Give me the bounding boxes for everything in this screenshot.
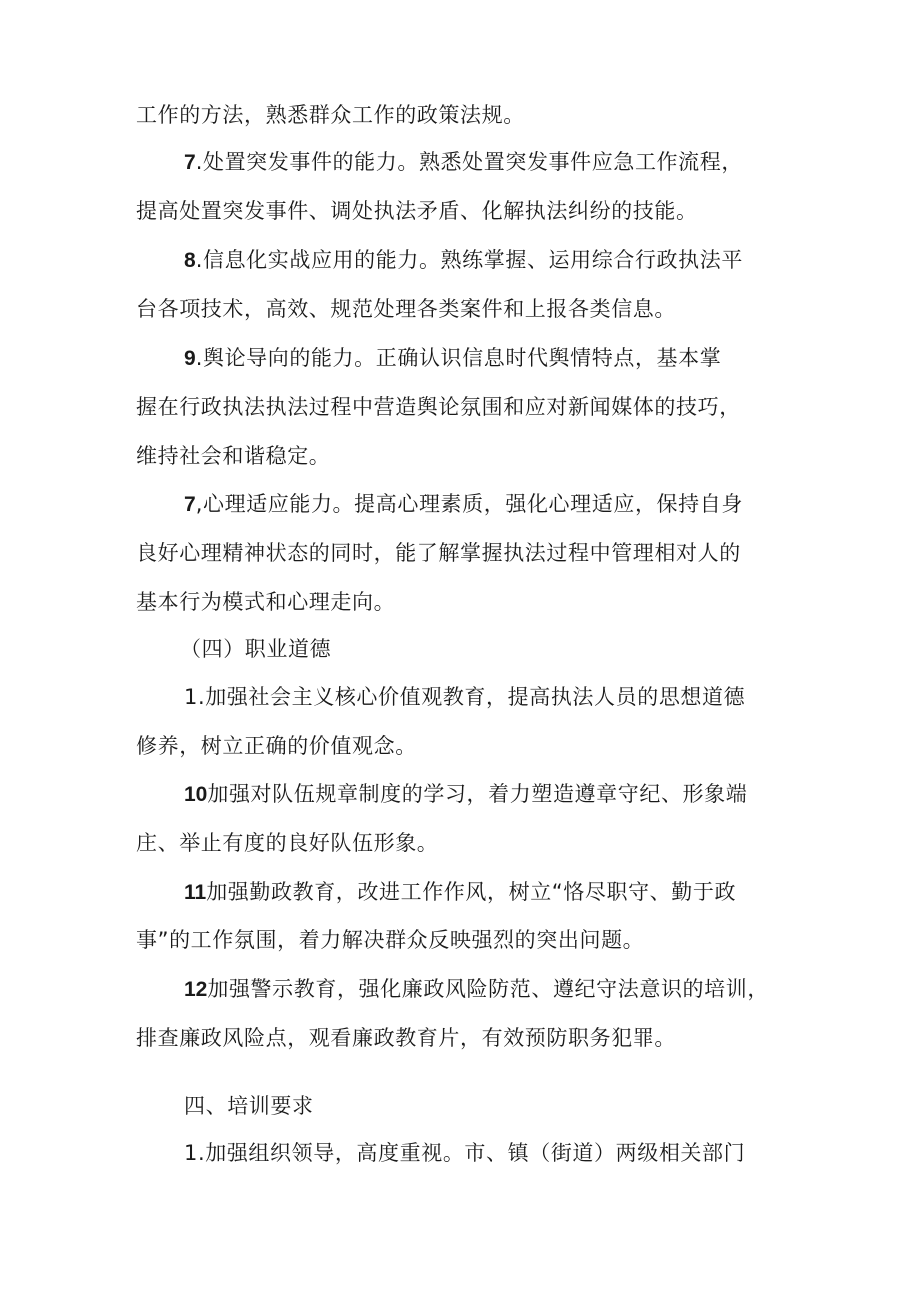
- text-line: 9.舆论导向的能力。正确认识信息时代舆情特点，基本掌: [184, 346, 722, 370]
- text-line: 排查廉政风险点，观看廉政教育片，有效预防职务犯罪。: [136, 1026, 676, 1050]
- text-line: 事”的工作氛围，着力解决群众反映强烈的突出问题。: [136, 928, 645, 952]
- text-line: 10加强对队伍规章制度的学习，着力塑造遵章守纪、形象端: [184, 782, 748, 806]
- text-line: 7,心理适应能力。提高心理素质，强化心理适应，保持自身: [184, 492, 743, 516]
- text-line: 提高处置突发事件、调处执法矛盾、化解执法纠纷的技能。: [136, 199, 698, 223]
- section-heading: 四、培训要求: [184, 1094, 314, 1118]
- text-line: 1.加强组织领导，高度重视。市、镇（街道）两级相关部门: [184, 1141, 746, 1165]
- text-line: 维持社会和谐稳定。: [136, 444, 331, 468]
- text-line: 1.加强社会主义核心价值观教育，提高执法人员的思想道德: [184, 685, 746, 709]
- text-line: 握在行政执法执法过程中营造舆论氛围和应对新闻媒体的技巧，: [136, 395, 741, 419]
- text-line: 良好心理精神状态的同时，能了解掌握执法过程中管理相对人的: [136, 541, 741, 565]
- text-line: 7.处置突发事件的能力。熟悉处置突发事件应急工作流程，: [184, 150, 743, 174]
- text-line: 12加强警示教育，强化廉政风险防范、遵纪守法意识的培训，: [184, 977, 769, 1001]
- text-line: 修养，树立正确的价值观念。: [136, 734, 417, 758]
- text-line: 基本行为模式和心理走向。: [136, 590, 396, 614]
- text-line: 8.信息化实战应用的能力。熟练掌握、运用综合行政执法平: [184, 248, 743, 272]
- text-line: 庄、举止有度的良好队伍形象。: [136, 831, 439, 855]
- section-heading: （四）职业道德: [180, 637, 332, 661]
- text-line: 台各项技术，高效、规范处理各类案件和上报各类信息。: [136, 297, 676, 321]
- text-line: 工作的方法，熟悉群众工作的政策法规。: [136, 103, 525, 127]
- text-line: 11加强勤政教育，改进工作作风，树立“恪尽职守、勤于政: [184, 880, 737, 904]
